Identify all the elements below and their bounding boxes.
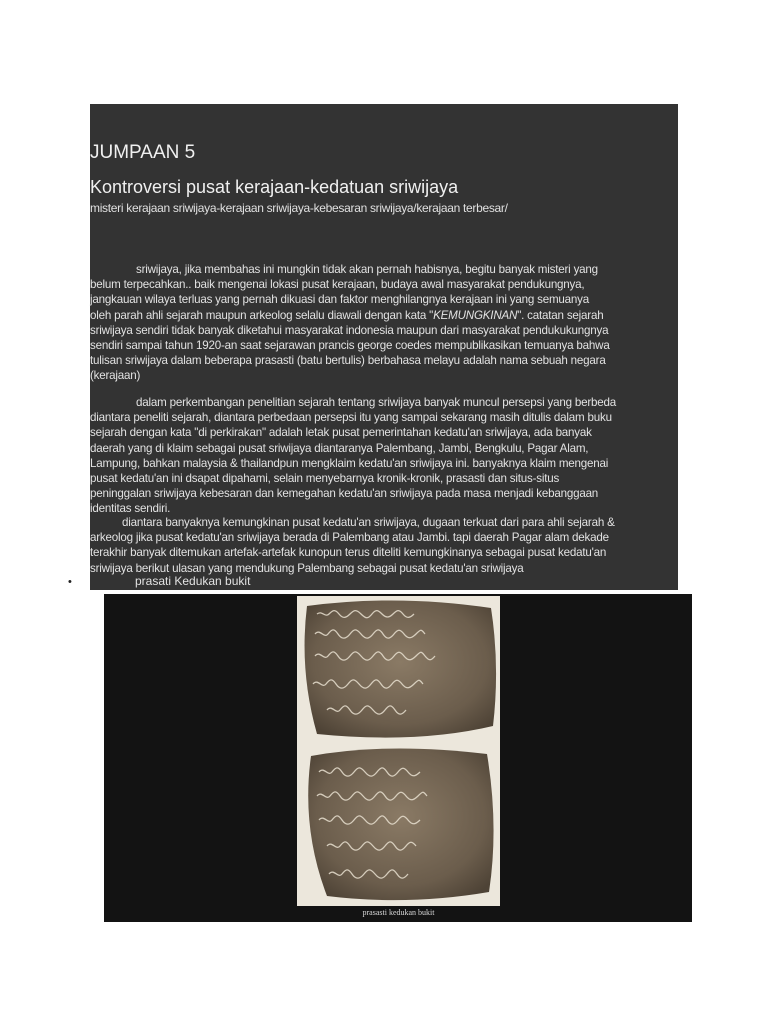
paragraph-line: diantara peneliti sejarah, diantara perbedaan persepsi itu yang sampai sekarang masih ditulis dalam buku	[90, 411, 612, 425]
inscription-stone-image	[297, 596, 500, 906]
paragraph-line: daerah yang di klaim sebagai pusat sriwijaya diantaranya Palembang, Jambi, Bengkulu, Pagar Alam,	[90, 441, 589, 455]
paragraph-line: (kerajaan)	[90, 369, 141, 383]
paragraph-line: sendiri sampai tahun 1920-an saat sejarawan prancis george coedes mempublikasikan temuanya bahwa	[90, 339, 610, 353]
text-fragment: oleh parah ahli sejarah maupun arkeolog selalu diawali dengan kata "	[90, 308, 434, 322]
paragraph-line: identitas sendiri.	[90, 502, 171, 516]
paragraph-line: terakhir banyak ditemukan artefak-artefak kunopun terus diteliti kemungkinanya sebagai pusat kedatu'an	[90, 546, 607, 560]
stone-illustration	[297, 596, 500, 906]
paragraph-3	[90, 515, 680, 576]
paragraph-line: diantara banyaknya kemungkinan pusat kedatu'an sriwijaya, dugaan terkuat dari para ahli sejarah &	[122, 516, 615, 529]
bullet-marker: •	[68, 576, 72, 588]
paragraph-line	[90, 308, 680, 323]
emphasis-text: KEMUNGKINAN	[433, 308, 518, 322]
paragraph-2	[90, 395, 680, 517]
stone-upper	[305, 600, 497, 737]
article-title: Kontroversi pusat kerajaan-kedatuan sriwijaya	[90, 177, 459, 197]
paragraph-line: belum terpecahkan.. baik mengenai lokasi pusat kerajaan, budaya awal masyarakat pendukungnya,	[90, 278, 585, 292]
paragraph-line: dalam perkembangan penelitian sejarah tentang sriwijaya banyak muncul persepsi yang berbeda	[136, 396, 616, 409]
paragraph-line: arkeolog jika pusat kedatu'an sriwijaya berada di Palembang atau Jambi. tapi daerah Pagar alam dekade	[90, 531, 609, 545]
section-heading: JUMPAAN 5	[90, 142, 196, 163]
paragraph-line: jangkauan wilaya terluas yang pernah dikuasi dan faktor menghilangnya kerajaan ini yang semuanya	[90, 293, 589, 307]
paragraph-line: pusat kedatu'an ini dsapat dipahami, selain menyebarnya kronik-kronik, prasasti dan situs-situs	[90, 472, 560, 486]
text-fragment: ". catatan sejarah	[517, 308, 604, 322]
paragraph-line: tulisan sriwijaya dalam beberapa prasasti (batu bertulis) berbahasa melayu adalah nama sebuah negara	[90, 354, 606, 368]
article-subtitle: misteri kerajaan sriwijaya-kerajaan sriwijaya-kebesaran sriwijaya/kerajaan terbesar/	[90, 201, 508, 215]
list-item-label: prasati Kedukan bukit	[135, 574, 251, 588]
paragraph-line: Lampung, bahkan malaysia & thailandpun mengklaim kedatu'an sriwijaya ini. banyaknya klaim mengenai	[90, 456, 609, 470]
paragraph-line: sejarah dengan kata "di perkirakan" adalah letak pusat pemerintahan kedatu'an sriwijaya, ada banyak	[90, 426, 592, 440]
paragraph-line: sriwijaya sendiri tidak banyak diketahui masyarakat indonesia maupun dari masyarakat pendukukungnya	[90, 323, 609, 337]
paragraph-line: sriwijaya berikut ulasan yang mendukung Palembang sebagai pusat kedatu'an sriwijaya	[90, 561, 524, 575]
paragraph-line: sriwijaya, jika membahas ini mungkin tidak akan pernah habisnya, begitu banyak misteri yang	[136, 263, 598, 276]
paragraph-line: peninggalan sriwijaya kebesaran dan kemegahan kedatu'an sriwijaya pada masa menjadi kebanggaan	[90, 487, 599, 501]
paragraph-1	[90, 262, 680, 384]
figure-caption: prasasti kedukan bukit	[362, 908, 435, 917]
